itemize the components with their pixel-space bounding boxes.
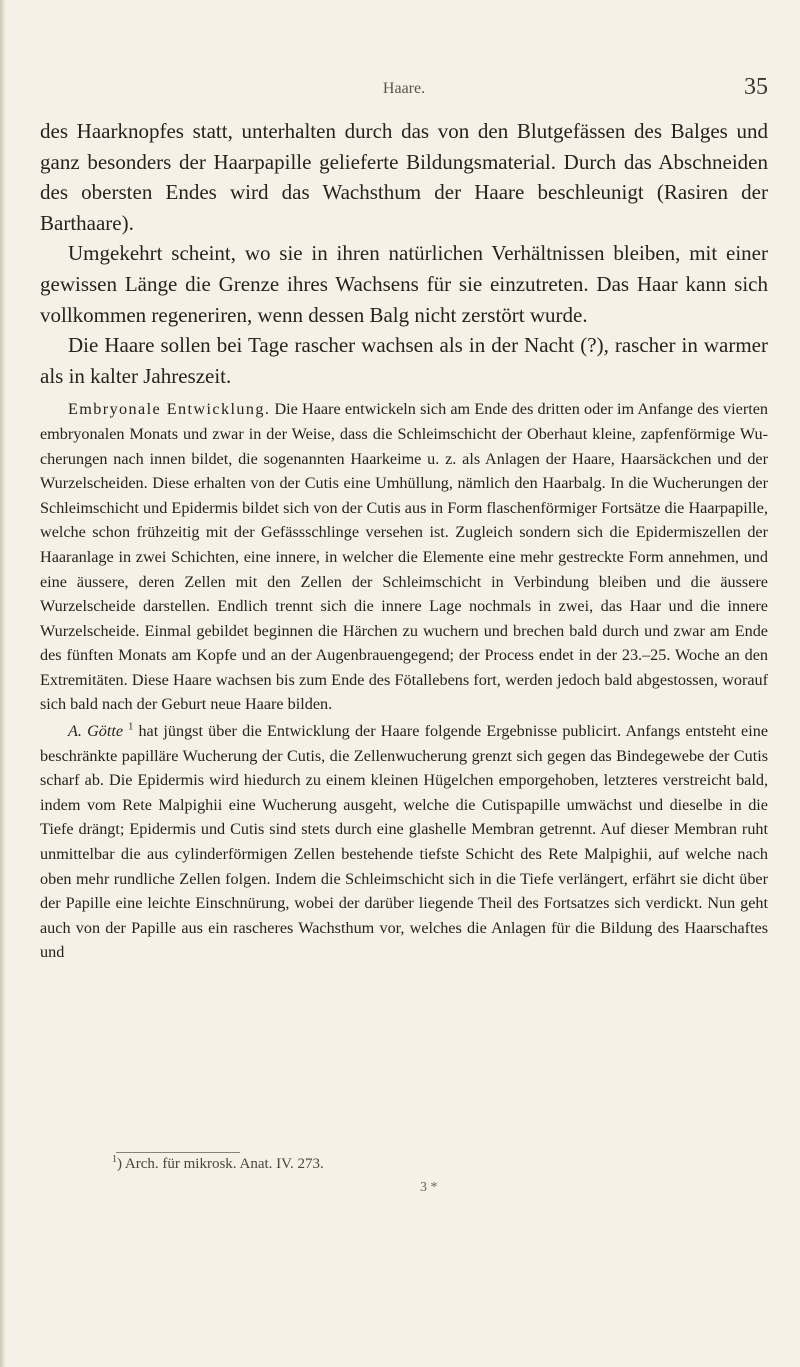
goette-author: A. Götte — [68, 722, 124, 741]
page-edge-shadow — [0, 0, 6, 1367]
footnote-reference: 1 — [128, 721, 134, 733]
paragraph-embryonal — [40, 397, 768, 717]
footnote-text: ) Arch. für mikrosk. Anat. IV. 273. — [117, 1156, 324, 1172]
goette-text: hat jüngst über die Entwicklung der Haare folgende Ergebnisse publicirt. Anfangs entsteht eine beschränkte papilläre Wucherung der Cutis, die Zellenwucherung grenzt sich gegen das Bindegewebe der Cutis scharf ab. Die Epidermis wird hiedurch zu einem kleinen Hügelchen emporgehoben, letzteres verstreicht bald, indem vom Rete Malpighii eine Wucherung ausgeht, welche die Cutispapille umwächst und dieselbe in die Tiefe drängt; Epidermis und Cutis sind stets durch eine glashelle Membran getrennt. Auf dieser Membran ruht unmittelbar die aus cylinderförmigen Zellen bestehende tiefste Schicht des Rete Malpighii, auf welche nach oben mehr rundliche Zellen folgen. Indem die Schleimschicht sich in die Tiefe verlängert, erfährt sie dicht über der Papille eine leichte Einschnürung, wobei der darüber liegende Theil des Fortsatzes sich verdickt. Nun geht auch von der Papille aus ein rascheres Wachsthum vor, welches die Anlagen für die Bildung des Haarschaftes und — [40, 722, 769, 962]
paragraph-goette — [40, 719, 768, 965]
footnote-divider — [116, 1152, 240, 1153]
paragraph-regeneration: Umgekehrt scheint, wo sie in ihren natürlichen Verhältnissen bleiben, mit einer gewissen Länge die Grenze ihres Wachsens für sie einzutreten. Das Haar kann sich vollkommen regeneriren, wenn dessen Balg nicht zerstört wurde. — [40, 241, 768, 327]
page-number: 35 — [744, 74, 768, 100]
paragraph-growth-rate: Die Haare sollen bei Tage rascher wachsen als in der Nacht (?), rascher in warmer als in kalter Jahreszeit. — [40, 333, 768, 388]
embryonal-text: Die Haare entwickeln sich am Ende des dritten oder im Anfange des vierten embryonalen Monats und zwar in der Weise, dass die Schleimschicht der Oberhaut kleine, zapfenförmige Wucherungen nach innen bildet, die sogenannten Haarkeime u. z. als Anlagen der Haare, Haarsäckchen und der Wurzelscheiden. Diese erhalten von der Cutis eine Umhüllung, nämlich den Haarbalg. In die Wucherungen der Schleimschicht und Epidermis bildet sich von der Cutis aus in Form flaschenförmiger Fortsätze die Haarpapille, welche schon frühzeitig mit der Gefässschlinge versehen ist. Zugleich sondern sich die Epidermiszellen der Haaranlage in zwei Schichten, eine innere, in welcher die Elemente eine mehr gestreckte Form annehmen, und eine äussere, deren Zellen mit den Zellen der Schleimschicht in Verbindung bleiben und die äussere Wurzelscheide darstellen. Endlich trennt sich die innere Lage nochmals in zwei, das Haar und die innere Wurzelscheide. Einmal gebildet beginnen die Härchen zu wuchern und brechen bald durch und zwar am Ende des fünften Monats am Kopfe und an der Augenbrauengegend; der Process endet in der 23.–25. Woche an den Extremitäten. Diese Haare wachsen bis zum Ende des Fötallebens fort, werden jedoch bald abgestossen, worauf sich bald nach der Geburt neue Haare bilden. — [40, 400, 768, 714]
footnote-mark: 1 — [112, 1154, 117, 1165]
body-text — [40, 116, 768, 965]
printer-signature: 3 * — [420, 1180, 438, 1195]
embryonal-heading: Embryonale Entwicklung. — [68, 400, 271, 419]
page-header — [40, 74, 768, 106]
footnote — [112, 1156, 324, 1173]
running-title: Haare. — [382, 80, 426, 97]
paragraph-continuation: des Haarknopfes statt, unterhalten durch das von den Blutgefässen des Balges und ganz besonders der Haarpapille gelieferte Bildungsmaterial. Durch das Abschneiden des obersten Endes wird das Wachsthum der Haare beschleunigt (Rasiren der Barthaare). — [40, 119, 768, 235]
